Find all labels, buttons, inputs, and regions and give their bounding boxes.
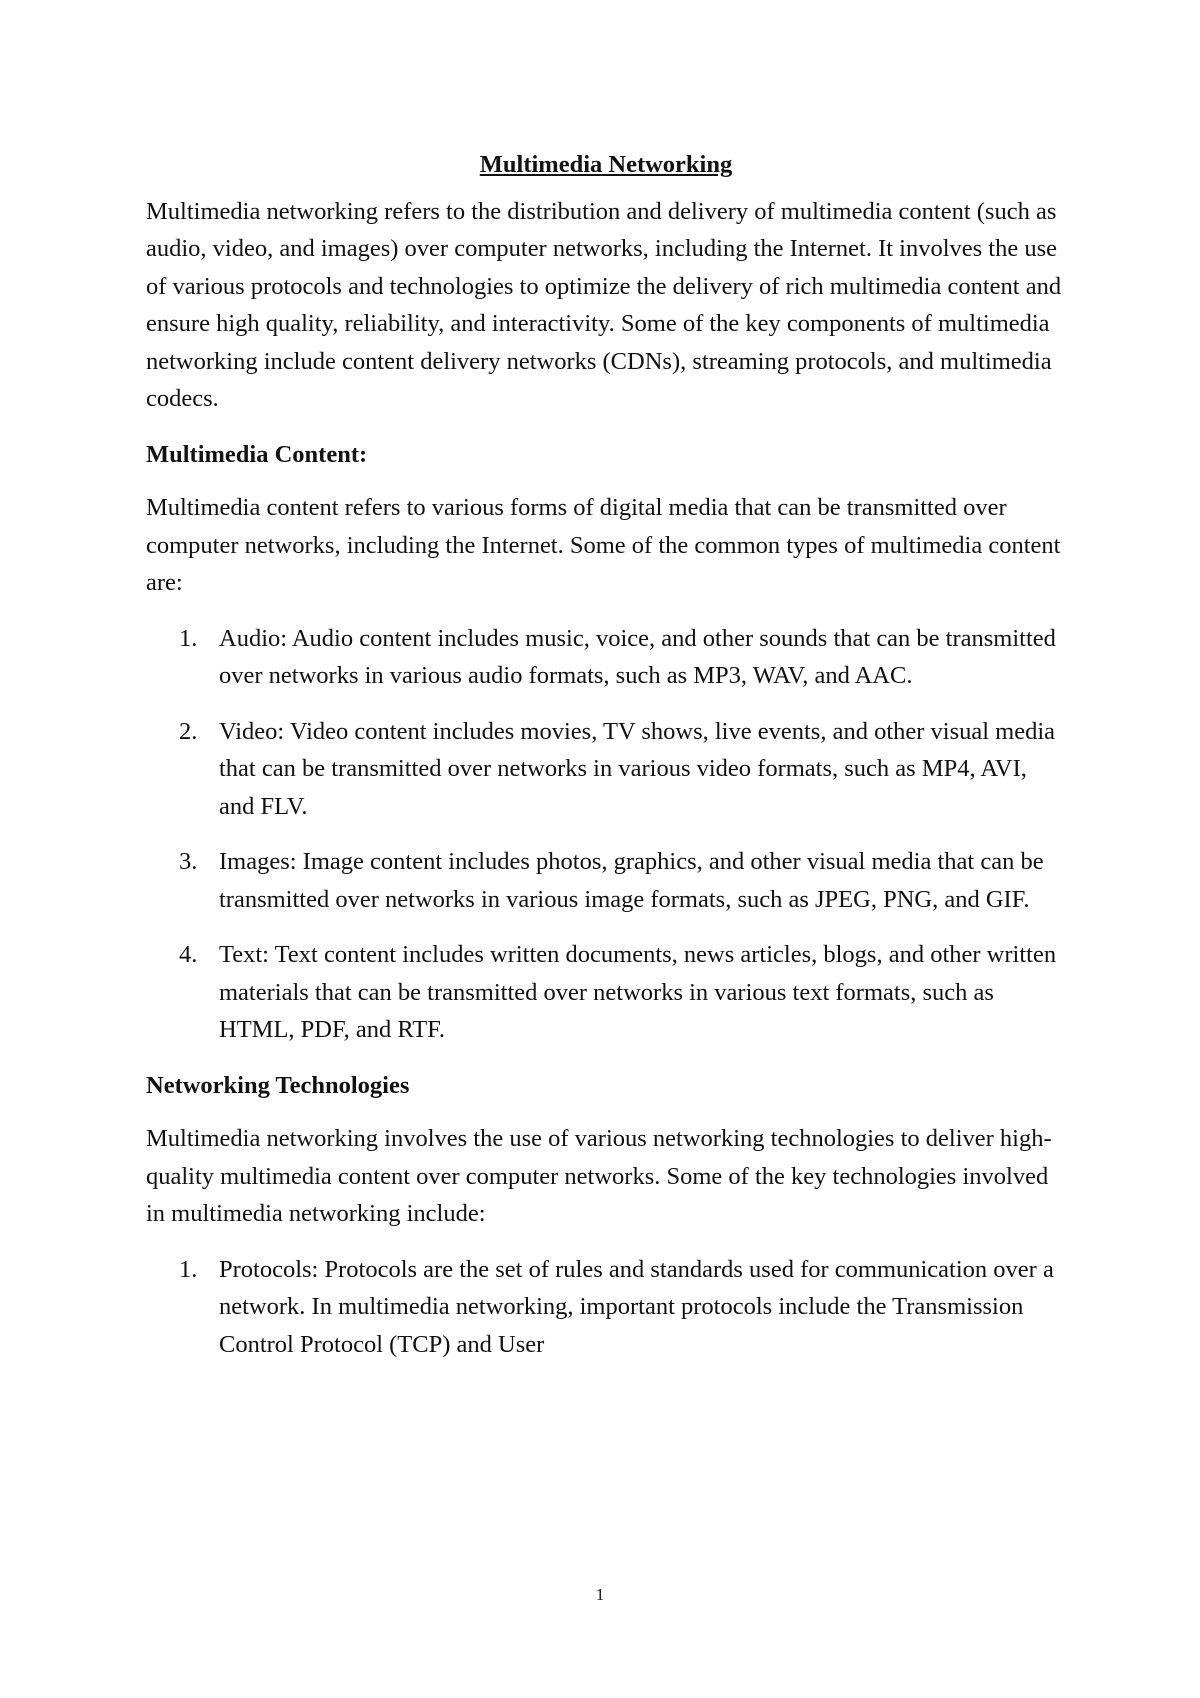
list-item-text: Text: Text content includes written documents, news articles, blogs, and other written materials that can be transmitted over networks in various text formats, such as HTML, PDF, and RTF. xyxy=(219,941,1057,1043)
list-item-number: 2. xyxy=(179,717,198,745)
section-paragraph-multimedia-content: Multimedia content refers to various forms of digital media that can be transmitted over computer networks, including the Internet. Some of the common types of multimedia content are: xyxy=(146,494,1061,596)
list-item xyxy=(146,1251,1066,1364)
page-title: Multimedia Networking xyxy=(479,151,733,178)
technologies-list xyxy=(146,1251,1066,1364)
list-item xyxy=(146,936,1066,1049)
list-item xyxy=(146,620,1066,695)
list-item-text: Images: Image content includes photos, graphics, and other visual media that can be transmitted over networks in various image formats, such as JPEG, PNG, and GIF. xyxy=(219,848,1044,913)
section-heading-networking-technologies: Networking Technologies xyxy=(146,1071,410,1099)
page-content xyxy=(146,146,1066,1381)
section-paragraph-networking-technologies: Multimedia networking involves the use of various networking technologies to deliver high-quality multimedia content over computer networks. Some of the key technologies involved in multimedia networking include: xyxy=(146,1125,1052,1227)
intro-paragraph: Multimedia networking refers to the distribution and delivery of multimedia content (such as audio, video, and images) over computer networks, including the Internet. It involves the use of various protocols and technologies to optimize the delivery of rich multimedia content and ensure high quality, reliability, and interactivity. Some of the key components of multimedia networking include content delivery networks (CDNs), streaming protocols, and multimedia codecs. xyxy=(146,197,1062,412)
list-item-number: 1. xyxy=(179,1255,198,1283)
list-item-text: Protocols: Protocols are the set of rules and standards used for communication over a network. In multimedia networking, important protocols include the Transmission Control Protocol (TCP) and User xyxy=(219,1255,1054,1358)
list-item-number: 1. xyxy=(179,624,198,652)
page-number: 1 xyxy=(595,1585,605,1604)
list-item-number: 4. xyxy=(179,941,198,968)
section-heading-multimedia-content: Multimedia Content: xyxy=(146,440,368,468)
list-item-text: Video: Video content includes movies, TV shows, live events, and other visual media that can be transmitted over networks in various video formats, such as MP4, AVI, and FLV. xyxy=(219,717,1056,820)
list-item xyxy=(146,843,1066,918)
list-item-text: Audio: Audio content includes music, voice, and other sounds that can be transmitted over networks in various audio formats, such as MP3, WAV, and AAC. xyxy=(219,624,1056,689)
content-types-list xyxy=(146,620,1066,1049)
list-item-number: 3. xyxy=(179,848,198,875)
list-item xyxy=(146,713,1066,826)
